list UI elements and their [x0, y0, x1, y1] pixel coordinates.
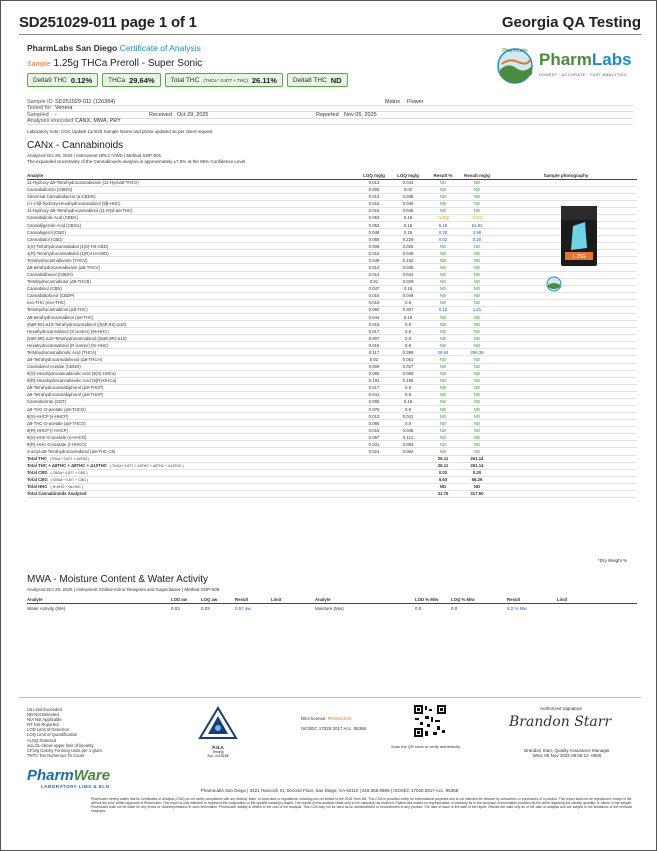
product-line	[27, 58, 202, 69]
total-row: Total Cannabinoids Analyzed 31.76 317.60	[27, 490, 637, 497]
photo-label: 1.25G	[572, 254, 586, 260]
potency-summary	[27, 73, 348, 87]
table-row: (6aR,9R)-Δ10-Tetrahydrocannabinol ((6aR,9R)-Δ10) 0.007 0.8 ND ND	[27, 335, 637, 342]
table-row: (6aR,9S)-Δ10-Tetrahydrocannabinol ((6aR,9S)-Δ10) 0.015 0.8 ND ND	[27, 321, 637, 328]
table-row: Δ9-Tetrahydrocannabihexol (Δ9-THCH) 0.02 0.061 ND ND	[27, 356, 637, 363]
canx-uncertainty: The expanded Uncertainty of the Cannabinoids analysis is approximately ±7.8% at the 95% Confidence Level	[27, 159, 246, 164]
table-row: 9(R)-HHCP (r-HHCP) 0.015 0.045 ND ND	[27, 427, 637, 434]
col-photo: Sample photography	[495, 169, 637, 179]
table-row: 1(R)-Tetrahydrocannabidiol (1(R)-H4-CBD) 0.016 0.049 ND ND	[27, 250, 637, 257]
client-lab-title: Georgia QA Testing	[501, 14, 641, 31]
col-lod: LOQ mg/g	[359, 169, 389, 179]
pharmlabs-seal-icon	[546, 276, 562, 292]
report-id: SD251029-011 page 1 of 1	[19, 14, 197, 31]
lab-address: PharmLabs San Diego | 3421 Hancock St, Second Floor, San Diego, CA 92110 | 619.356.0898 | ISO/IEC 17025:2017 Acc. 95368	[200, 788, 459, 793]
signature-label: Authorized Signature	[540, 706, 583, 711]
mwa-title: MWA - Moisture Content & Water Activity	[27, 574, 208, 585]
table-row: 9(S)-HHC-O-acetate (s-HHCO) 0.057 0.112 ND ND	[27, 434, 637, 441]
table-row: Abnormal Cannabidiorcin (a-CBDO) 0.013 0.038 ND ND	[27, 193, 637, 200]
table-row: 1(S)-Tetrahydrocannabidiol (1(S)-H4-CBD) 0.008 0.026 ND ND	[27, 243, 637, 250]
logo-wordmark: PharmLabs	[539, 50, 632, 69]
pjla-badge: PJLA Testing Acc. #115188	[198, 706, 238, 756]
pill-delta9-thc: Delta9 THC 0.12%	[27, 73, 98, 87]
pharmware-logo: PharmWare	[27, 767, 111, 784]
table-row: Tetrahydrocannabivarin (THCV) 0.049 0.162 ND ND	[27, 257, 637, 264]
dry-weight-note: *Dry Weight %	[598, 558, 628, 563]
footer-divider	[19, 697, 641, 698]
disclaimer: PharmLabs hereby states that its Certificates of Analysis (COA) do not certify compliance with any federal, state, or local laws or regulations, including but not limited to the 2018 Farm Bill. This COA is provided solely for informational purposes and is not intended for reliance by consumers or purchasers of a product. This report shall not be reproduced, except in full, without the prior written approval of PharmLabs. This report is only intended to represent the composition of the specific sample(s) tested. The results of this analysis relate only to the sample(s) as received. PharmLabs makes no representation or warranty as to the accuracy of information provided by the client regarding the identity, quantity, or nature of the sample. PharmLabs shall not be liable for any errors or misinterpretations in such information. PharmLabs' liability is limited to the cost of the analysis. This COA may not be used as an advertisement or endorsement of any product. The date of issue is the date of the report. Results are valid only as of the date of analysis and are subject to the limitations of the methods employed.	[91, 797, 632, 813]
mwa-analyzed: Analyzed Oct 29, 2025 | Instrument Chilled-mirror Dewpoint and Capacitance | Method SOP-009	[27, 587, 220, 592]
table-row: 11-Hydroxy-Δ9-Tetrahydrocannabivarin (11-Hyd-Δ9-THCV) 0.013 0.041 ND ND	[27, 179, 637, 186]
total-row: Total THC + Δ8THC + Δ8THC + Δ10THC ( THCa * 0.877 + Δ9THC + Δ8THC + Δ10THC ) 26.11 261.14	[27, 462, 637, 469]
table-row: Hexahydrocannabinol (R isomer) (9r-HHC) 0.016 0.8 ND ND	[27, 342, 637, 349]
canx-title: CANx - Cannabinoids	[27, 140, 124, 151]
table-row: Cannabicitran (CBT) 0.005 0.16 ND ND	[27, 398, 637, 405]
table-row: 11-Hydroxy-Δ8-Tetrahydrocannabinol (11-Hyd-Δ8-THC) 0.015 0.045 ND ND	[27, 207, 637, 214]
info-row-dates: Sampled - Received Oct 29, 2025 Reported Nov 05, 2025	[27, 112, 633, 119]
info-row-sample-id: Sample ID SD251029-011 (126384) Matrix Flower	[27, 99, 633, 106]
table-row: Δ9-Tetrahydrocannabiphorol (Δ9-THCP) 0.017 0.8 ND ND	[27, 384, 637, 391]
signature: Brandon Starr	[509, 714, 612, 730]
mwa-header-row: Analyte LOD aw LOQ aw Result Limit Analyte LOD % M/w LOQ % M/w Result Limit	[27, 597, 637, 604]
cannabinoid-table	[27, 169, 637, 498]
pharmware-subtitle: LABORATORY LIMS & ELN	[41, 784, 110, 789]
qr-code[interactable]	[413, 704, 447, 738]
pill-thca: THCa 29.64%	[102, 73, 160, 87]
col-analyte: Analyte	[27, 169, 359, 179]
table-row: 3-octyl-Δ8-Tetrahydrocannabinol (Δ8-THC-C8) 0.021 0.062 ND ND	[27, 448, 637, 455]
table-row: Cannabidihexol (CBDH) 0.014 0.042 ND ND	[27, 271, 637, 278]
table-row: Cannabidiol (CBD) 0.069 0.229 0.02 0.20	[27, 236, 637, 243]
lab-name-line	[27, 43, 201, 53]
qr-note: Scan the QR code to verify authenticity	[391, 744, 461, 749]
info-row-analyses: Analyses executed CANX, MWA, PRY	[27, 119, 633, 126]
pharmlabs-globe-icon	[494, 44, 536, 86]
mwa-row: Water Activity (WA) 0.03 0.03 0.57 aw Moisture (Moi) 0.0 0.0 8.2 % Mw	[27, 605, 527, 611]
pill-total-thc: Total THC (THCa * 0.877 + THC) 26.11%	[165, 73, 283, 87]
logo-arc-text: PharmLabs	[502, 48, 528, 54]
table-row: Tetrahydrocannabinol (Δ9-THC) 0.092 0.307 0.12 1.21	[27, 306, 637, 313]
table-row: 9(R)-HHC-O-acetate (r-HHCO) 0.031 0.093 ND ND	[27, 441, 637, 448]
table-row: Cannabinol Acetate (CBNO) 0.009 0.027 ND ND	[27, 363, 637, 370]
table-row: Hexahydrocannabinol (S isomer) (9s-HHC) 0.017 0.8 ND ND	[27, 328, 637, 335]
total-row: Total HHC ( 9r-HHC + 9s-HHC ) ND ND	[27, 483, 637, 490]
table-row: Δ9-THC-O-acetate (Δ9-THCO) 0.066 0.8 ND ND	[27, 420, 637, 427]
signer-info: Brandon Starr, Quality Assurance Manager Wed, 05 Nov 2025 09:56:12 -0800	[524, 748, 610, 758]
lab-name: PharmLabs San Diego	[27, 43, 118, 53]
canx-analyzed: Analyzed Oct 29, 2025 | Instrument HPLC-VWD | Method SOP-001	[27, 153, 162, 158]
table-header-row	[27, 169, 637, 179]
total-row: Total CBG ( CBGa * 0.877 + CBG ) 5.63 56.26	[27, 476, 637, 483]
sample-tag: Sample	[27, 61, 51, 68]
table-row: Tetrahydrocannabinolic Acid (THCA) 0.117 0.389 29.64 296.39	[27, 349, 637, 356]
total-row: Total THC (THCa * 0.877 + Δ9THC) 26.11 261.14	[27, 455, 637, 462]
table-row: Δ8-tetrahydrocannabinol (Δ8-THC) 0.044 0.16 ND ND	[27, 313, 637, 320]
table-row: Cannabidiphorol (CBDP) 0.016 0.049 ND ND	[27, 292, 637, 299]
sample-info	[27, 99, 633, 134]
dea-license: DEA license: RP0611043 ISO/IEC 17025:2017 Acc. 95368	[301, 716, 367, 731]
table-row: Δ8-tetrahydrocannabivarin (Δ8-THCV) 0.012 0.036 ND ND	[27, 264, 637, 271]
table-row: Cannabigerol (CBG) 0.048 0.16 0.20 1.96	[27, 229, 637, 236]
col-loq: LOQ mg/g	[389, 169, 427, 179]
table-row: Δ8-THC-O-acetate (Δ8-THCO) 0.076 0.8 ND ND	[27, 406, 637, 413]
table-row: Tetrahydrocannabutol (Δ9-THCB) 0.01 0.029 ND ND	[27, 278, 637, 285]
table-row: Cannabidiolic Acid (CBDA) 0.053 0.16 <LOQ <LOQ	[27, 214, 637, 221]
table-row: Cannabinol (CBN) 0.047 0.16 ND ND	[27, 285, 637, 292]
sample-photo	[551, 188, 608, 278]
pjla-triangle-icon	[198, 706, 238, 740]
logo-tagline: HONEST · ACCURATE · FAST ANALYTICS	[539, 72, 628, 77]
info-row-tested-for: Tested for Venera	[27, 106, 633, 113]
table-row: 9(R)-Hexahydrocannabinolic Acid (9(R)-HHCa) 0.191 0.196 ND ND	[27, 377, 637, 384]
pharmlabs-logo	[494, 44, 644, 94]
total-row: Total CBD ( CBDa * 0.877 + CBD ) 0.02 0.20	[27, 469, 637, 476]
header-divider	[19, 34, 641, 35]
table-row: (+/-)-9β-hydroxy-Hexahydrocannabinol (9β-HHC) 0.015 0.045 ND ND	[27, 200, 637, 207]
preroll-package-image	[551, 188, 608, 278]
table-row: exo-THC (exo-THC) 0.016 0.8 ND ND	[27, 299, 637, 306]
table-row: 9(S)-HHCP (s-HHCP) 0.013 0.041 ND ND	[27, 413, 637, 420]
product-name: 1.25g THCa Preroll - Super Sonic	[53, 58, 203, 69]
coa-label: Certificate of Analysis	[119, 43, 201, 53]
abbreviations-legend: LB Limit Exceeded ND Not Detected N/A Not Applicable NT Not Reported LOD Limit of Detection LOQ Limit of Quantification <LOQ Detected ≥ULOL Above upper limit of linearity CFU/g Colony Forming Units per 1 gram TNTC Too Numerous To Count	[27, 707, 102, 758]
table-row: Cannabigerolic Acid (CBGA) 0.053 0.16 6.19 61.91	[27, 221, 637, 228]
lab-note: Laboratory note: COA Update 11/4/25 Sample Name and photo updated as per client request	[27, 129, 213, 134]
pill-delta8-thc: Delta8 THC ND	[287, 73, 348, 87]
table-row: Cannabidiorcin (CBDO) 0.006 0.02 ND ND	[27, 186, 637, 193]
col-result-pct: Result %	[427, 169, 459, 179]
col-result-mgg: Result mg/g	[459, 169, 495, 179]
table-row: 9(S)-Hexahydrocannabinolic Acid (9(S)-HHCa) 0.065 0.065 ND ND	[27, 370, 637, 377]
table-row: Δ8-Tetrahydrocannabiphorol (Δ8-THCP) 0.041 0.8 ND ND	[27, 391, 637, 398]
moisture-table	[27, 597, 637, 613]
